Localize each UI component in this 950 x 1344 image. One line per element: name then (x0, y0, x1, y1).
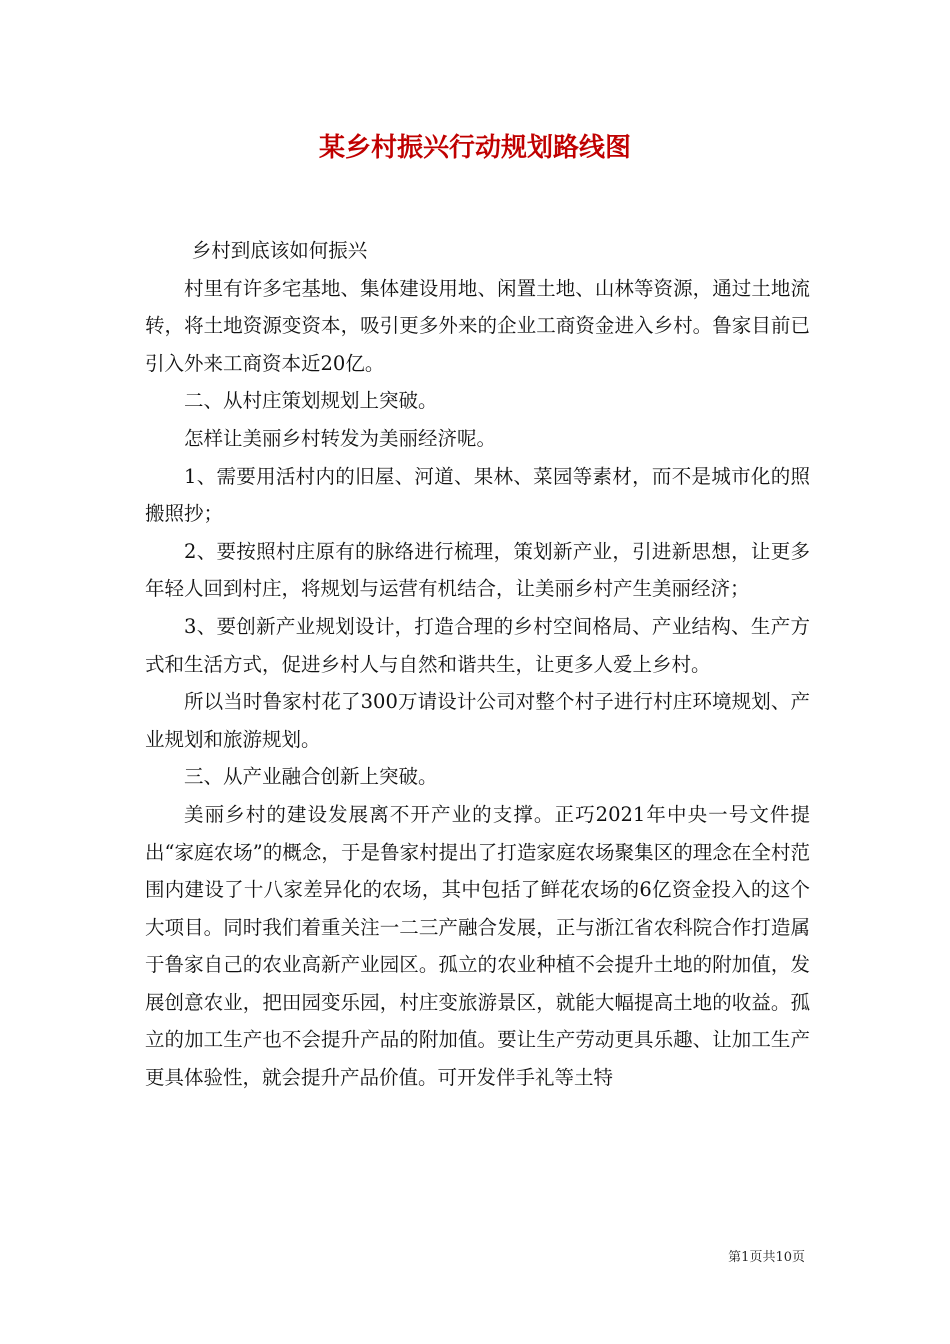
document-body (145, 232, 810, 1097)
list-item: 1、需要用活村内的旧屋、河道、果林、菜园等素材，而不是城市化的照搬照抄； (145, 464, 810, 526)
paragraph: 美丽乡村的建设发展离不开产业的支撑。正巧2021年中央一号文件提出“家庭农场”的概念，于是鲁家村提出了打造家庭农场聚集区的理念在全村范围内建设了十八家差异化的农场，其中包括了鲜花农场的6亿资金投入的这个大项目。同时我们着重关注一二三产融合发展，正与浙江省农科院合作打造属于鲁家自己的农业高新产业园区。孤立的农业种植不会提升土地的附加值，发展创意农业，把田园变乐园，村庄变旅游景区，就能大幅提高土地的收益。孤立的加工生产也不会提升产品的附加值。要让生产劳动更具乐趣、让加工生产更具体验性，就会提升产品价值。可开发伴手礼等土特 (145, 802, 810, 1090)
list-item: 3、要创新产业规划设计，打造合理的乡村空间格局、产业结构、生产方式和生活方式，促进乡村人与自然和谐共生，让更多人爱上乡村。 (145, 614, 810, 676)
paragraph: 怎样让美丽乡村转发为美丽经济呢。 (184, 426, 497, 450)
section-heading: 二、从村庄策划规划上突破。 (184, 389, 438, 413)
section-heading: 三、从产业融合创新上突破。 (184, 765, 438, 789)
page-number-footer: 第1页共10页 (728, 1250, 805, 1265)
document-title: 某乡村振兴行动规划路线图 (318, 133, 631, 163)
paragraph-intro-heading: 乡村到底该如何振兴 (191, 239, 368, 262)
paragraph: 所以当时鲁家村花了300万请设计公司对整个村子进行村庄环境规划、产业规划和旅游规划。 (145, 690, 810, 751)
paragraph: 村里有许多宅基地、集体建设用地、闲置土地、山林等资源，通过土地流转，将土地资源变资本，吸引更多外来的企业工商资金进入乡村。鲁家目前已引入外来工商资本近20亿。 (145, 276, 810, 375)
list-item: 2、要按照村庄原有的脉络进行梳理，策划新产业，引进新思想，让更多年轻人回到村庄，将规划与运营有机结合，让美丽乡村产生美丽经济； (145, 539, 810, 601)
